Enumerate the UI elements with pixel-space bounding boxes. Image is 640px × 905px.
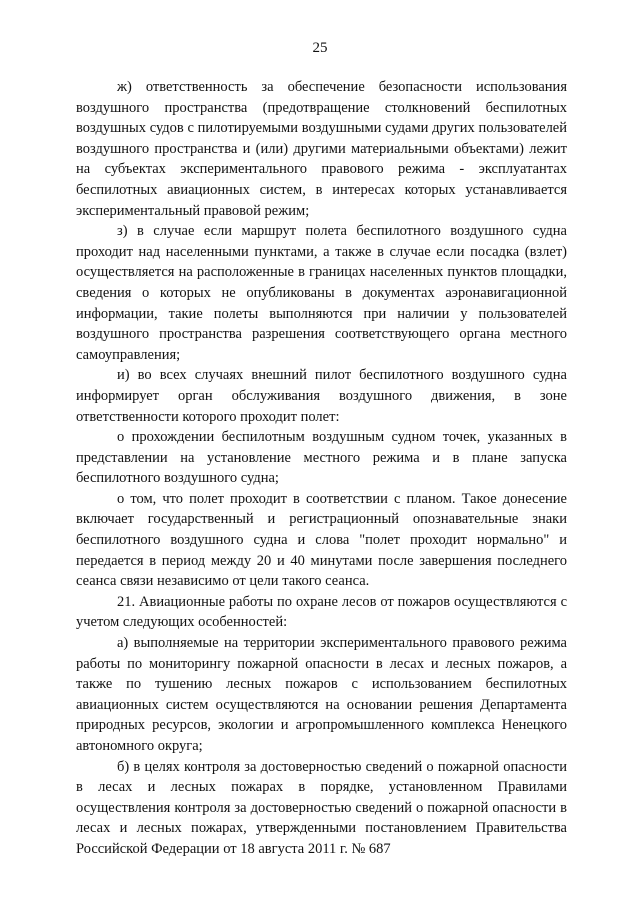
paragraph-point-passage: о прохождении беспилотным воздушным судном точек, указанных в представлении на установление местного режима и в плане запуска беспилотного воздушного судна;	[76, 429, 567, 487]
paragraph-flight-report: о том, что полет проходит в соответствии с планом. Такое донесение включает государственный и регистрационный опознавательные знаки беспилотного воздушного судна и слова "полет проходит нормально" и передается в период между 20 и 40 минутами после завершения последнего сеанса связи независимо от цели такого сеанса.	[76, 490, 567, 590]
document-body	[76, 77, 567, 860]
page-number: 25	[312, 40, 328, 56]
paragraph-section-21: 21. Авиационные работы по охране лесов от пожаров осуществляются с учетом следующих особенностей:	[76, 593, 567, 631]
paragraph-item-a: а) выполняемые на территории экспериментального правового режима работы по мониторингу пожарной опасности в лесах и лесных пожаров, а также по тушению лесных пожаров с использованием беспилотных авиационных систем осуществляются на основании решения Департамента природных ресурсов, экологии и агропромышленного комплекса Ненецкого автономного округа;	[76, 635, 567, 754]
paragraph-item-z: з) в случае если маршрут полета беспилотного воздушного судна проходит над населенными пунктами, а также в случае если посадка (взлет) осуществляется на расположенные в границах населенных пунктов площадки, сведения о которых не опубликованы в документах аэронавигационной информации, такие полеты выполняются при наличии у пользователей воздушного пространства разрешения соответствующего органа местного самоуправления;	[76, 223, 567, 363]
paragraph-item-b: б) в целях контроля за достоверностью сведений о пожарной опасности в лесах и лесных пожарах в порядке, установленном Правилами осуществления контроля за достоверностью сведений о пожарной опасности в лесах и лесных пожарах, утвержденными постановлением Правительства Российской Федерации от 18 августа 2011 г. № 687	[76, 758, 567, 857]
paragraph-item-zh: ж) ответственность за обеспечение безопасности использования воздушного пространства (предотвращение столкновений беспилотных воздушных судов с пилотируемыми воздушными судами других пользователей воздушного пространства и (или) другими материальными объектами) лежит на субъектах экспериментального правового режима - эксплуатантах беспилотных авиационных систем, в интересах которых устанавливается экспериментальный правовой режим;	[76, 79, 567, 219]
paragraph-item-i: и) во всех случаях внешний пилот беспилотного воздушного судна информирует орган обслуживания воздушного движения, в зоне ответственности которого проходит полет:	[76, 367, 567, 425]
